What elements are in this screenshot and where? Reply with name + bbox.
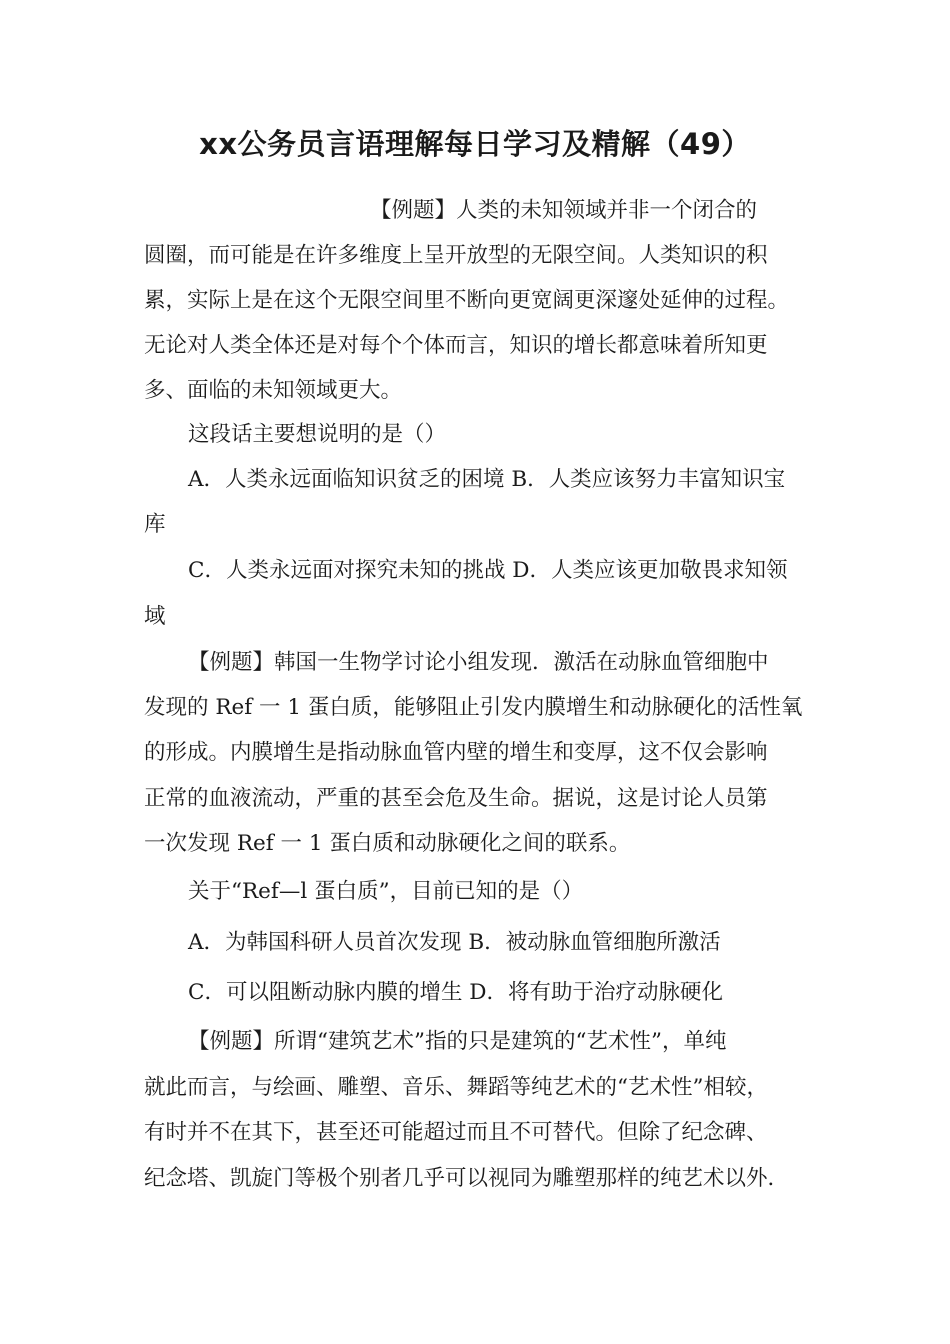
paragraph-line: 累，实际上是在这个无限空间里不断向更宽阔更深邃处延伸的过程。 [144, 288, 790, 313]
paragraph-line: 多、面临的未知领域更大。 [144, 378, 403, 403]
answer-options: 域 [144, 604, 166, 629]
paragraph-line: 就此而言，与绘画、雕塑、音乐、舞蹈等纯艺术的“艺术性”相较， [144, 1075, 768, 1100]
answer-options: C．可以阻断动脉内膜的增生 D．将有助于治疗动脉硬化 [188, 980, 724, 1005]
paragraph-line: 的形成。内膜增生是指动脉血管内壁的增生和变厚，这不仅会影响 [144, 740, 768, 765]
answer-options: C．人类永远面对探究未知的挑战 D．人类应该更加敬畏求知领 [188, 558, 788, 583]
paragraph-line: 纪念塔、凯旋门等极个别者几乎可以视同为雕塑那样的纯艺术以外． [144, 1166, 790, 1191]
paragraph-line: 无论对人类全体还是对每个个体而言，知识的增长都意味着所知更 [144, 333, 768, 358]
paragraph-line: 有时并不在其下，甚至还可能超过而且不可替代。但除了纪念碑、 [144, 1120, 768, 1145]
question-stem: 关于“Ref—l 蛋白质”，目前已知的是（） [188, 879, 584, 904]
question-stem: 这段话主要想说明的是（） [188, 422, 447, 447]
answer-options: A．人类永远面临知识贫乏的困境 B．人类应该努力丰富知识宝 [188, 467, 786, 492]
paragraph-line: 圆圈，而可能是在许多维度上呈开放型的无限空间。人类知识的积 [144, 243, 768, 268]
answer-options: 库 [144, 512, 166, 537]
document-title: xx公务员言语理解每日学习及精解（49） [199, 127, 751, 161]
paragraph-line: 发现的 Ref 一 1 蛋白质，能够阻止引发内膜增生和动脉硬化的活性氧 [144, 695, 803, 720]
paragraph-line: 正常的血液流动，严重的甚至会危及生命。据说，这是讨论人员第 [144, 786, 768, 811]
answer-options: A．为韩国科研人员首次发现 B．被动脉血管细胞所激活 [188, 930, 721, 955]
paragraph-line: 一次发现 Ref 一 1 蛋白质和动脉硬化之间的联系。 [144, 831, 631, 856]
paragraph-line: 【例题】人类的未知领域并非一个闭合的 [370, 198, 758, 223]
paragraph-line: 【例题】韩国一生物学讨论小组发现．激活在动脉血管细胞中 [188, 650, 769, 675]
paragraph-line: 【例题】所谓“建筑艺术”指的只是建筑的“艺术性”，单纯 [188, 1029, 727, 1054]
